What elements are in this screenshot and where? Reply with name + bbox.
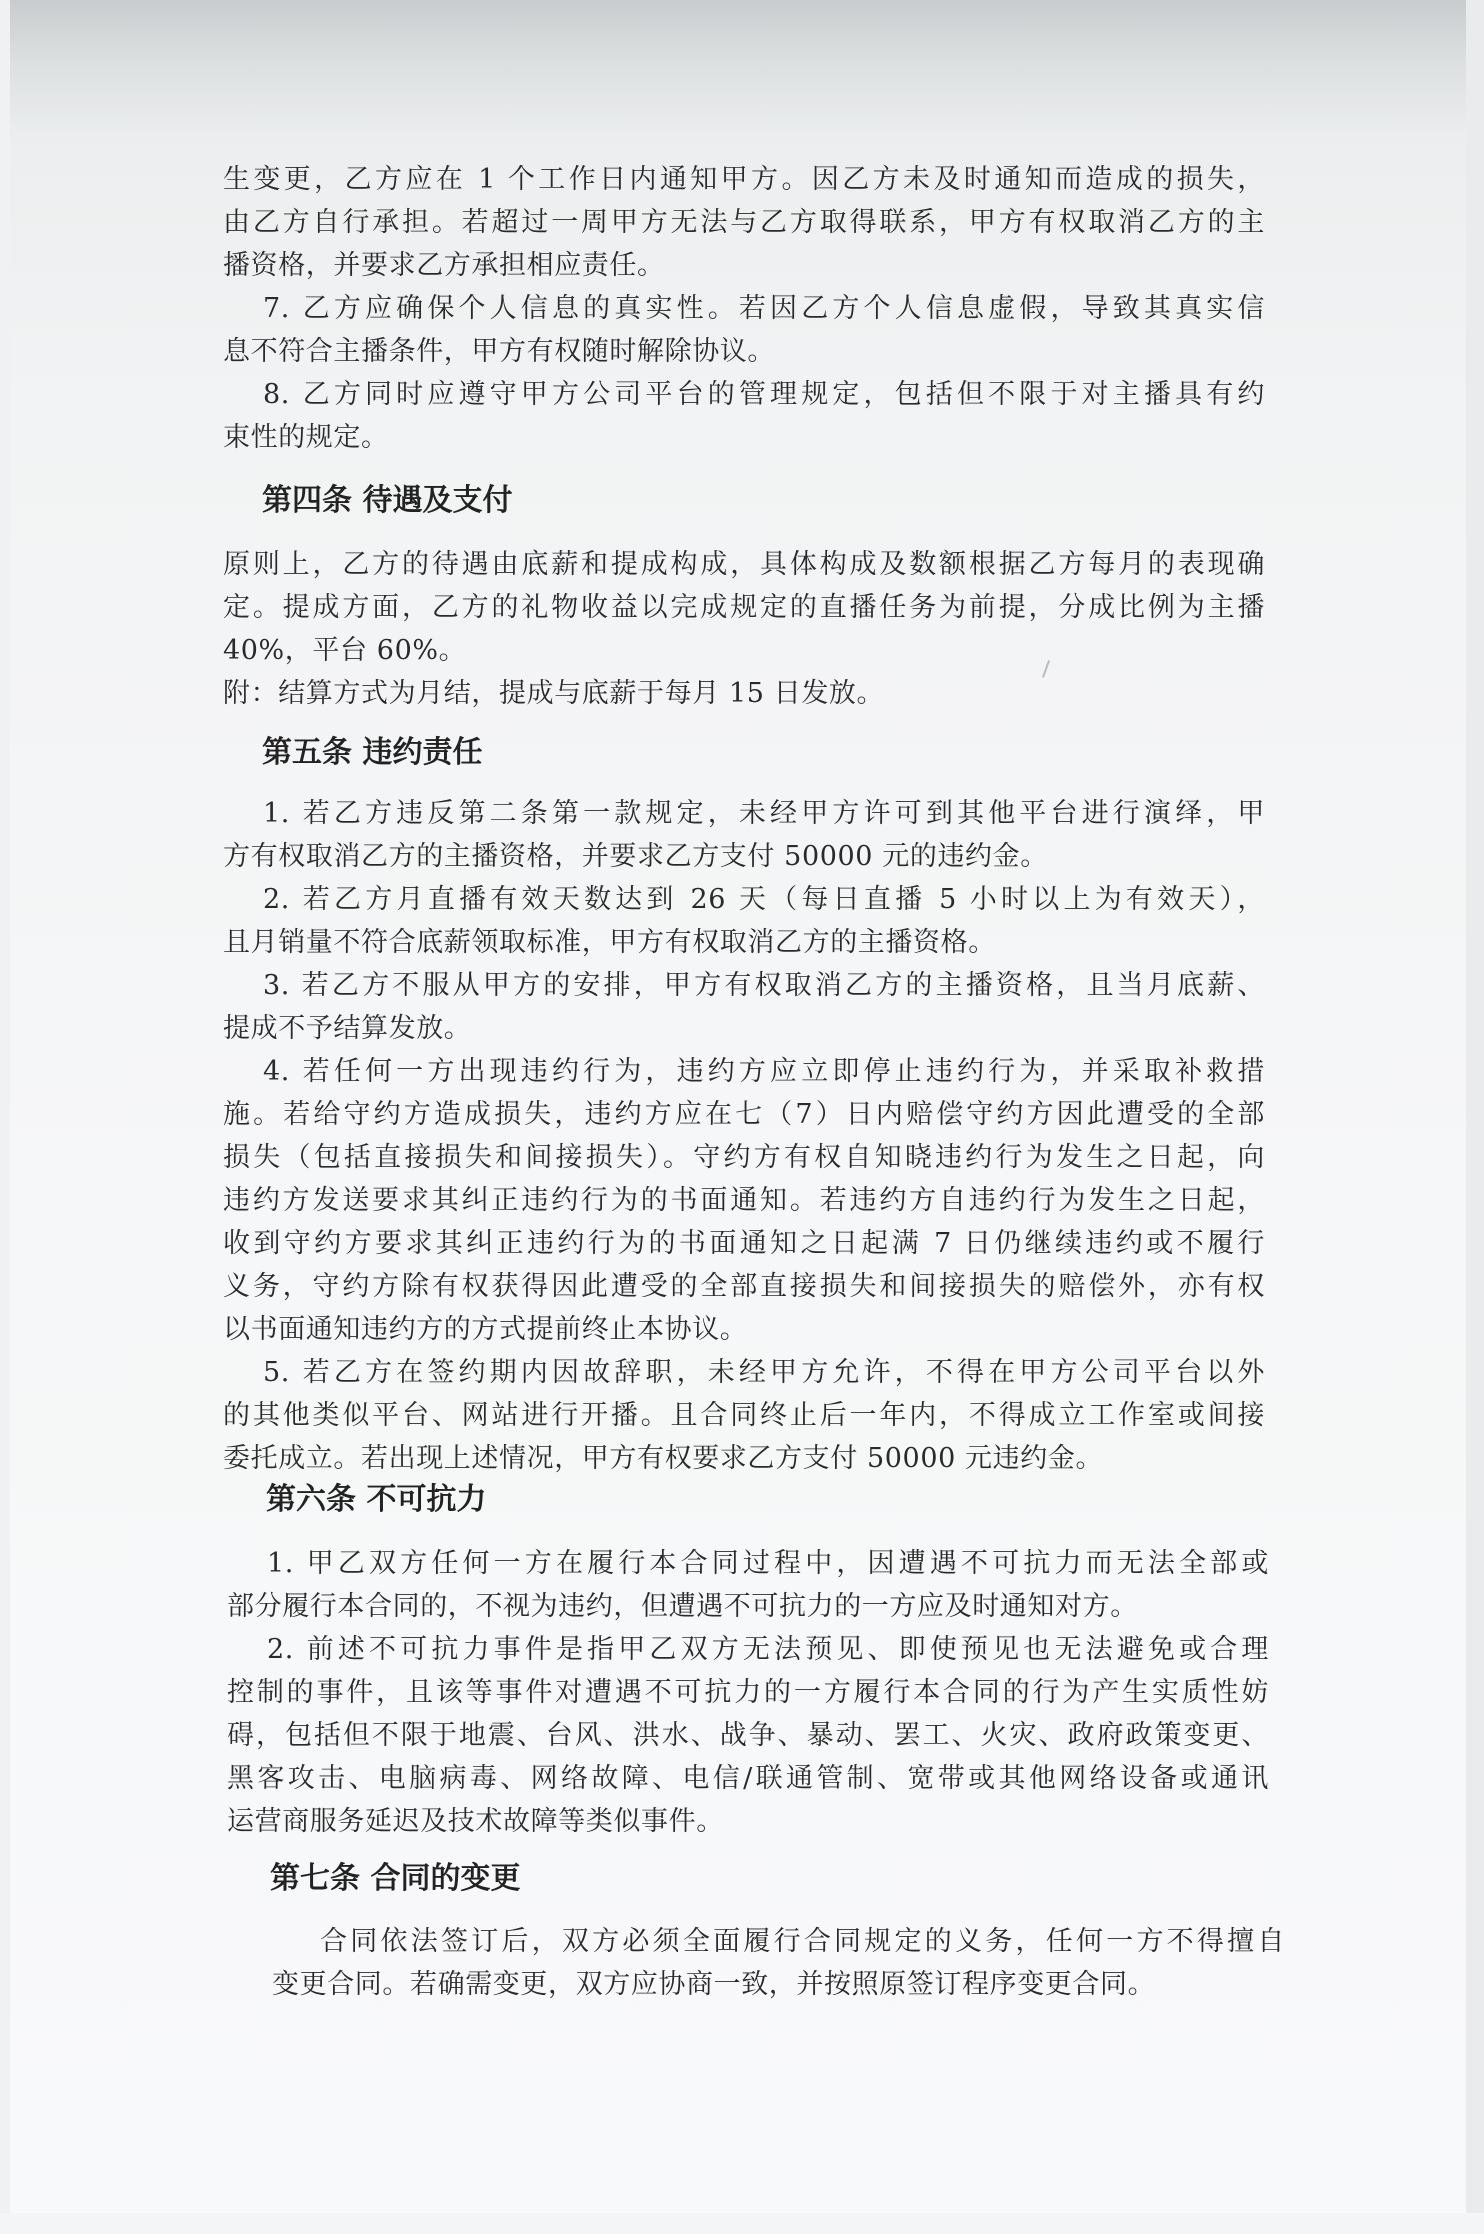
text-line: 方有权取消乙方的主播资格，并要求乙方支付 50000 元的违约金。 xyxy=(223,841,1048,872)
text-line: 控制的事件，且该等事件对遭遇不可抗力的一方履行本合同的行为产生实质性妨 xyxy=(227,1677,1269,1708)
list-item-5: 5. 若乙方在签约期内因故辞职，未经甲方允许，不得在甲方公司平台以外 xyxy=(263,1357,1265,1388)
list-item-7: 7. 乙方应确保个人信息的真实性。若因乙方个人信息虚假，导致其真实信 xyxy=(263,293,1265,324)
text-line: 播资格，并要求乙方承担相应责任。 xyxy=(223,250,665,281)
text-line: 委托成立。若出现上述情况，甲方有权要求乙方支付 50000 元违约金。 xyxy=(223,1443,1104,1474)
list-item-1: 1. 甲乙双方任何一方在履行本合同过程中，因遭遇不可抗力而无法全部或 xyxy=(267,1548,1269,1579)
list-item-3: 3. 若乙方不服从甲方的安排，甲方有权取消乙方的主播资格，且当月底薪、 xyxy=(263,970,1265,1001)
section-6-heading: 第六条 不可抗力 xyxy=(266,1482,487,1517)
text-line: 由乙方自行承担。若超过一周甲方无法与乙方取得联系，甲方有权取消乙方的主 xyxy=(223,207,1265,238)
section-4-heading: 第四条 待遇及支付 xyxy=(262,483,513,518)
text-line: 附：结算方式为月结，提成与底薪于每月 15 日发放。 xyxy=(223,678,885,709)
text-line: 生变更，乙方应在 1 个工作日内通知甲方。因乙方未及时通知而造成的损失， xyxy=(223,164,1265,195)
text-line: 碍，包括但不限于地震、台风、洪水、战争、暴动、罢工、火灾、政府政策变更、 xyxy=(227,1720,1269,1751)
text-line: 义务，守约方除有权获得因此遭受的全部直接损失和间接损失的赔偿外，亦有权 xyxy=(223,1271,1265,1302)
list-item-8: 8. 乙方同时应遵守甲方公司平台的管理规定，包括但不限于对主播具有约 xyxy=(263,379,1265,410)
text-line: 40%，平台 60%。 xyxy=(223,635,467,666)
text-line: 变更合同。若确需变更，双方应协商一致，并按照原签订程序变更合同。 xyxy=(272,1969,1156,2000)
text-line: 定。提成方面，乙方的礼物收益以完成规定的直播任务为前提，分成比例为主播 xyxy=(223,592,1265,623)
text-line: 束性的规定。 xyxy=(223,422,389,453)
text-line: 收到守约方要求其纠正违约行为的书面通知之日起满 7 日仍继续违约或不履行 xyxy=(223,1228,1265,1259)
list-item-4: 4. 若任何一方出现违约行为，违约方应立即停止违约行为，并采取补救措 xyxy=(263,1056,1265,1087)
text-line: 提成不予结算发放。 xyxy=(223,1013,472,1044)
page-edge-left xyxy=(0,0,10,2234)
list-item-2: 2. 若乙方月直播有效天数达到 26 天（每日直播 5 小时以上为有效天）， xyxy=(263,884,1265,915)
text-line: 合同依法签订后，双方必须全面履行合同规定的义务，任何一方不得擅自 xyxy=(320,1926,1285,1957)
text-line: 原则上，乙方的待遇由底薪和提成构成，具体构成及数额根据乙方每月的表现确 xyxy=(223,549,1265,580)
text-line: 且月销量不符合底薪领取标准，甲方有权取消乙方的主播资格。 xyxy=(223,927,996,958)
text-line: 息不符合主播条件，甲方有权随时解除协议。 xyxy=(223,336,775,367)
list-item-2: 2. 前述不可抗力事件是指甲乙双方无法预见、即使预见也无法避免或合理 xyxy=(267,1634,1269,1665)
text-line: 损失（包括直接损失和间接损失）。守约方有权自知晓违约行为发生之日起，向 xyxy=(223,1142,1265,1173)
text-line: 违约方发送要求其纠正违约行为的书面通知。若违约方自违约行为发生之日起， xyxy=(223,1185,1265,1216)
text-line: 以书面通知违约方的方式提前终止本协议。 xyxy=(223,1314,748,1345)
section-5-heading: 第五条 违约责任 xyxy=(262,735,483,770)
page-edge-bottom xyxy=(0,2213,1484,2234)
text-line: 施。若给守约方造成损失，违约方应在七（7）日内赔偿守约方因此遭受的全部 xyxy=(223,1099,1265,1130)
document-page xyxy=(10,0,1466,2213)
text-line: 运营商服务延迟及技术故障等类似事件。 xyxy=(227,1806,724,1837)
list-item-1: 1. 若乙方违反第二条第一款规定，未经甲方许可到其他平台进行演绎，甲 xyxy=(263,798,1265,829)
text-line: 部分履行本合同的，不视为违约，但遭遇不可抗力的一方应及时通知对方。 xyxy=(227,1591,1138,1622)
text-line: 的其他类似平台、网站进行开播。且合同终止后一年内，不得成立工作室或间接 xyxy=(223,1400,1265,1431)
pen-mark xyxy=(1042,660,1050,678)
text-line: 黑客攻击、电脑病毒、网络故障、电信/联通管制、宽带或其他网络设备或通讯 xyxy=(227,1763,1269,1794)
section-7-heading: 第七条 合同的变更 xyxy=(270,1861,521,1896)
